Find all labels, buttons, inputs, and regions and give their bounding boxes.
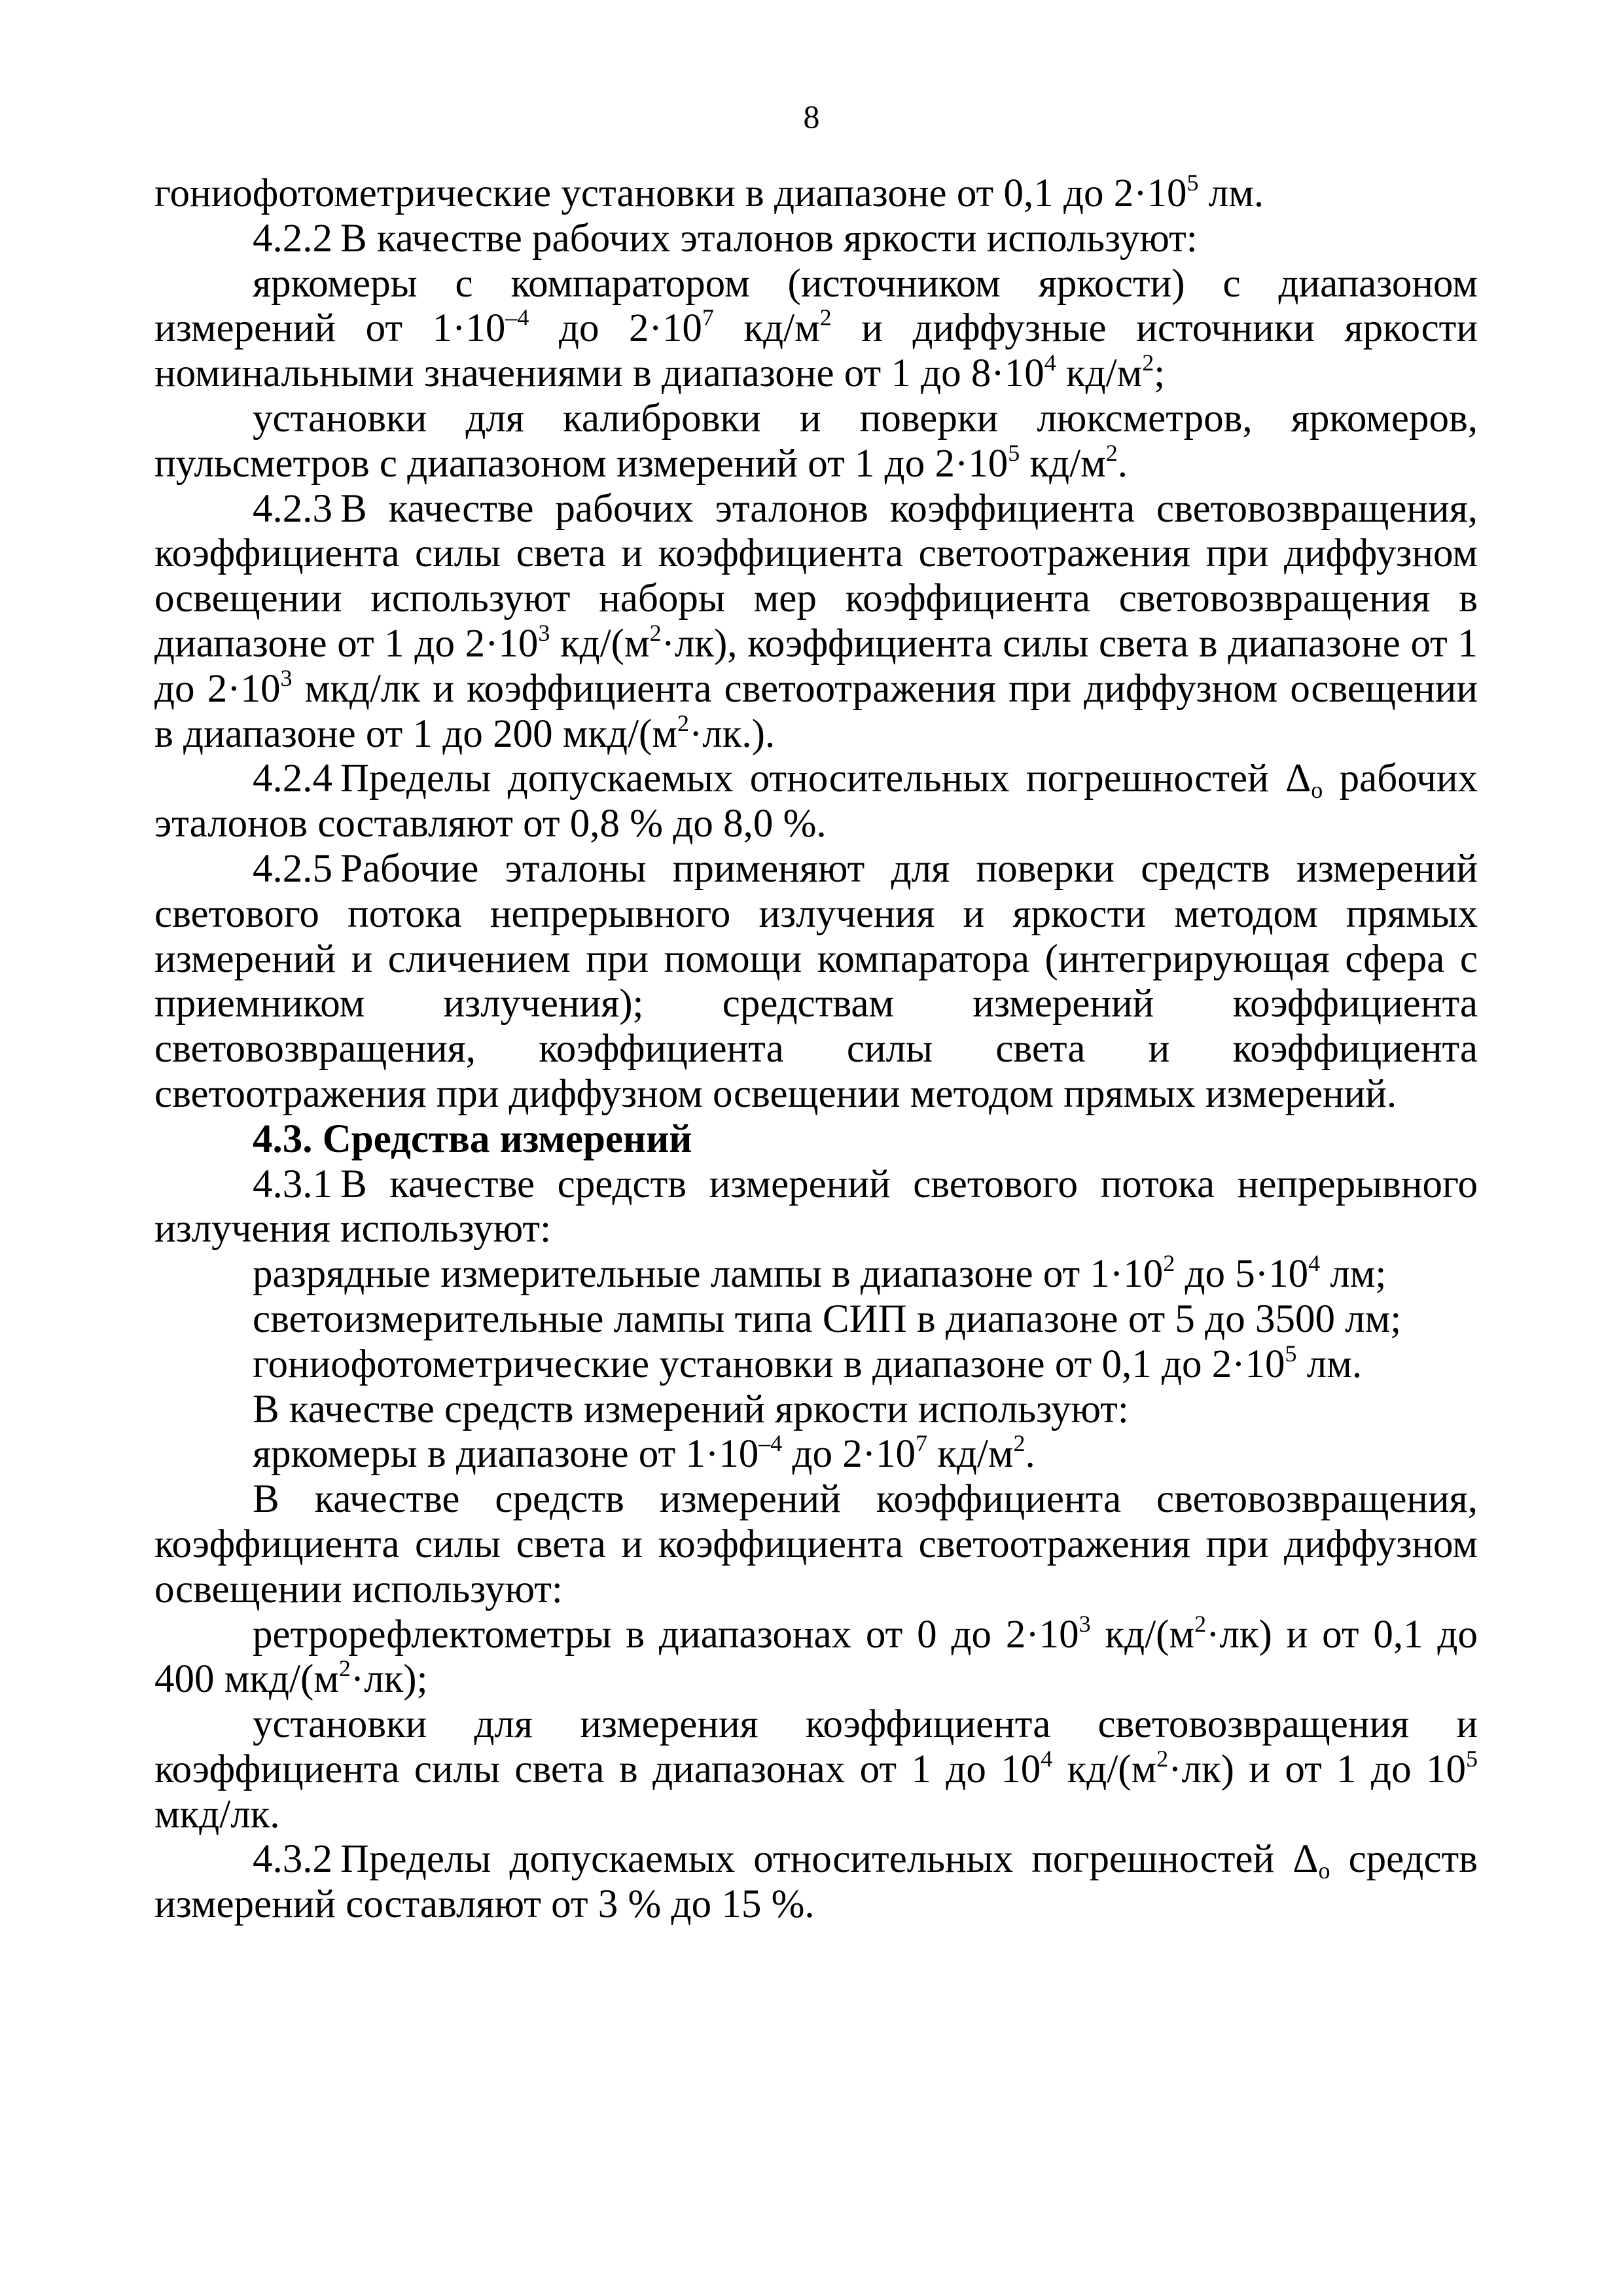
clause-number: 4.3.2	[253, 1837, 332, 1882]
paragraph	[154, 397, 1478, 487]
subscript: о	[1311, 777, 1323, 804]
text-run: ·лк) и от 1 до 10	[1168, 1747, 1466, 1791]
text-run: кд/(м	[1052, 1747, 1157, 1791]
paragraph	[154, 847, 1478, 1117]
text-run: кд/(м	[550, 621, 650, 666]
text-run: до 5·10	[1175, 1252, 1309, 1297]
text-run: ·лк);	[350, 1657, 428, 1702]
clause-number: 4.2.2	[253, 216, 332, 260]
paragraph	[154, 1837, 1478, 1928]
superscript: 3	[1079, 1610, 1091, 1637]
text-run: мкд/лк и коэффициента светоотражения при диффузном освещении в диапазоне от 1 до 200 мкд/(м	[154, 666, 1478, 756]
superscript: 2	[1156, 1745, 1169, 1772]
text-run: разрядные измерительные лампы в диапазоне от 1·10	[253, 1252, 1164, 1297]
text-run: ·лк) и от 0,1 до 400 мкд/(м	[154, 1612, 1478, 1702]
page-number: 8	[803, 98, 820, 135]
text-run: установки для калибровки и поверки люксметров, яркомеров, пульсметров с диапазоном измерений от 1 до 2·10	[154, 396, 1478, 486]
text-run: рабочих эталонов составляют от 0,8 % до 8,0 %.	[154, 757, 1478, 846]
text-run: и диффузные источники яркости номинальными значениями в диапазоне от 1 до 8·10	[154, 306, 1478, 396]
paragraph	[154, 1432, 1478, 1477]
text-run: мкд/лк.	[154, 1792, 280, 1837]
paragraph	[154, 1297, 1478, 1342]
text-run: светоизмерительные лампы типа СИП в диапазоне от 5 до 3500 лм;	[253, 1297, 1402, 1341]
superscript: 5	[1008, 439, 1020, 466]
superscript: 3	[538, 619, 550, 646]
text-run: лм.	[1198, 171, 1264, 215]
document-body	[154, 171, 1478, 1928]
superscript: 7	[916, 1430, 928, 1457]
text-run: Пределы допускаемых относительных погрешностей Δ	[340, 1837, 1319, 1882]
paragraph	[154, 217, 1478, 262]
paragraph	[154, 1252, 1478, 1297]
paragraph	[154, 1610, 1478, 1703]
text-run: Рабочие эталоны применяют для поверки средств измерений светового потока непрерывного излучения и яркости методом прямых измерений и сличением при помощи компаратора (интегрирующая сфера с приемником излучения); средствам измерений коэффициента световозвращения, коэффициента силы света и коэффициента светоотражения при диффузном освещении методом прямых измерений.	[154, 846, 1478, 1116]
paragraph	[154, 1162, 1478, 1253]
superscript: 5	[1186, 170, 1199, 196]
clause-number: 4.2.5	[253, 846, 332, 891]
superscript: 5	[1466, 1745, 1478, 1772]
clause-number: 4.3.1	[253, 1162, 332, 1206]
text-run: Пределы допускаемых относительных погрешностей Δ	[340, 757, 1311, 801]
superscript: 2	[1163, 1250, 1175, 1277]
paragraph	[154, 262, 1478, 397]
clause-number: 4.2.3	[253, 486, 332, 531]
clause-number: 4.2.4	[253, 757, 332, 801]
superscript: 2	[1105, 439, 1118, 466]
section-heading	[154, 1117, 1478, 1162]
superscript: 2	[338, 1655, 351, 1682]
text-run: лм;	[1320, 1252, 1387, 1297]
superscript: 7	[702, 304, 714, 331]
text-run: В качестве средств измерений яркости используют:	[253, 1387, 1129, 1431]
superscript: 2	[1142, 350, 1154, 376]
superscript: 4	[1044, 350, 1056, 376]
paragraph	[154, 1388, 1478, 1433]
text-run: установки для измерения коэффициента световозвращения и коэффициента силы света в диапазонах от 1 до 10	[154, 1702, 1478, 1791]
text-run: ·лк.).	[688, 711, 776, 756]
superscript: –4	[758, 1430, 783, 1457]
text-run: средств измерений составляют от 3 % до 15 %.	[154, 1837, 1478, 1927]
text-run: кд/м	[713, 306, 820, 351]
paragraph	[154, 1342, 1478, 1388]
text-run: ·лк), коэффициента силы света в диапазоне от 1 до 2·10	[154, 621, 1478, 711]
superscript: 2	[1013, 1430, 1026, 1457]
text-run: кд/м	[1020, 441, 1106, 486]
text-run: .	[1117, 441, 1128, 486]
superscript: 2	[677, 709, 689, 736]
paragraph	[154, 757, 1478, 847]
text-run: ;	[1154, 351, 1166, 396]
text-run: кд/(м	[1090, 1612, 1195, 1657]
text-run: 4.3. Средства измерений	[253, 1117, 692, 1161]
text-run: гониофотометрические установки в диапазоне от 0,1 до 2·10	[253, 1342, 1285, 1386]
text-run: кд/м	[927, 1432, 1014, 1477]
text-run: до 2·10	[782, 1432, 916, 1477]
superscript: –4	[505, 304, 529, 331]
text-run: В качестве рабочих эталонов коэффициента световозвращения, коэффициента силы света и коэффициента светоотражения при диффузном освещении используют наборы мер коэффициента световозвращения в диапазоне от 1 до 2·10	[154, 486, 1478, 666]
superscript: 4	[1308, 1250, 1321, 1277]
paragraph	[154, 1477, 1478, 1612]
text-run: гониофотометрические установки в диапазоне от 0,1 до 2·10	[154, 171, 1187, 215]
text-run: лм.	[1296, 1342, 1363, 1386]
superscript: 2	[1194, 1610, 1207, 1637]
paragraph	[154, 171, 1478, 217]
text-run: В качестве средств измерений светового потока непрерывного излучения используют:	[154, 1162, 1478, 1251]
text-run: .	[1025, 1432, 1035, 1477]
text-run: яркомеры с компаратором (источником яркости) с диапазоном измерений от 1·10	[154, 261, 1478, 351]
text-run: кд/м	[1056, 351, 1143, 396]
text-run: ретрорефлектометры в диапазонах от 0 до 2·10	[253, 1612, 1079, 1657]
text-run: до 2·10	[529, 306, 702, 351]
superscript: 4	[1041, 1745, 1053, 1772]
text-run: яркомеры в диапазоне от 1·10	[253, 1432, 759, 1477]
text-run: В качестве средств измерений коэффициента световозвращения, коэффициента силы света и коэффициента светоотражения при диффузном освещении используют:	[154, 1477, 1478, 1611]
text-run: В качестве рабочих эталонов яркости используют:	[340, 216, 1198, 260]
paragraph	[154, 487, 1478, 757]
superscript: 3	[280, 664, 293, 691]
subscript: о	[1318, 1857, 1330, 1884]
superscript: 2	[649, 619, 662, 646]
superscript: 5	[1285, 1340, 1297, 1367]
superscript: 2	[819, 304, 832, 331]
paragraph	[154, 1702, 1478, 1837]
